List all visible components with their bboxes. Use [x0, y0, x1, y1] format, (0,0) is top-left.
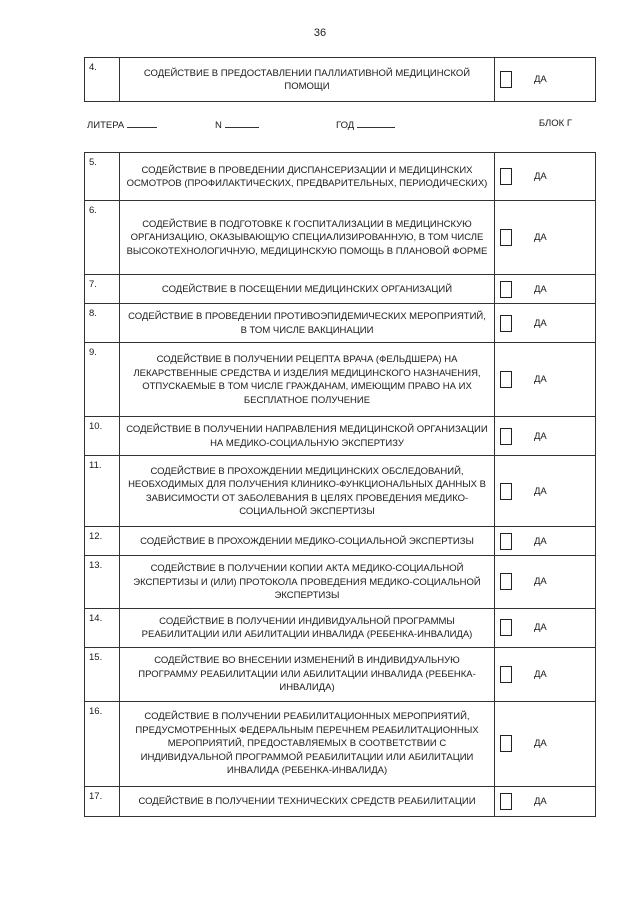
- row-description: СОДЕЙСТВИЕ В ПОЛУЧЕНИИ РЕАБИЛИТАЦИОННЫХ МЕРОПРИЯТИЙ, ПРЕДУСМОТРЕННЫХ ФЕДЕРАЛЬНЫМ ПЕРЕЧНЕМ РЕАБИЛИТАЦИОННЫХ МЕРОПРИЯТИЙ, ПРЕДОСТАВЛЯЕМЫХ В СООТВЕТСТВИИ С ИНДИВИДУАЛЬНОЙ ПРОГРАММОЙ РЕАБИЛИТАЦИИ ИЛИ АБИЛИТАЦИИ ИНВАЛИДА (РЕБЕНКА-ИНВАЛИДА): [120, 701, 495, 786]
- main-form-table: [84, 152, 596, 817]
- table-row: [85, 201, 596, 275]
- row-description: СОДЕЙСТВИЕ В ПОСЕЩЕНИИ МЕДИЦИНСКИХ ОРГАНИЗАЦИЙ: [120, 275, 495, 304]
- row-answer-cell: [495, 304, 596, 343]
- answer-label: ДА: [534, 738, 547, 749]
- checkbox[interactable]: [500, 371, 512, 388]
- row-number: 8.: [85, 304, 120, 343]
- row-description: СОДЕЙСТВИЕ В ПОЛУЧЕНИИ КОПИИ АКТА МЕДИКО-СОЦИАЛЬНОЙ ЭКСПЕРТИЗЫ И (ИЛИ) ПРОТОКОЛА ПРОВЕДЕНИЯ МЕДИКО-СОЦИАЛЬНОЙ ЭКСПЕРТИЗЫ: [120, 556, 495, 609]
- answer-label: ДА: [534, 430, 547, 442]
- table-row: [85, 417, 596, 456]
- top-form-table: [84, 57, 596, 102]
- table-row: [85, 343, 596, 417]
- checkbox[interactable]: [500, 428, 512, 445]
- checkbox[interactable]: [500, 735, 512, 752]
- row-answer-cell: [495, 58, 596, 102]
- row-answer-cell: [495, 417, 596, 456]
- answer-label: ДА: [534, 668, 547, 680]
- litera-blank[interactable]: [127, 118, 157, 128]
- table-row: [85, 786, 596, 816]
- row-description: СОДЕЙСТВИЕ В ПРОХОЖДЕНИИ МЕДИЦИНСКИХ ОБСЛЕДОВАНИЙ, НЕОБХОДИМЫХ ДЛЯ ПОЛУЧЕНИЯ КЛИНИКО-ФУНКЦИОНАЛЬНЫХ ДАННЫХ В ЗАВИСИМОСТИ ОТ ЗАБОЛЕВАНИЯ В ЦЕЛЯХ ПРОВЕДЕНИЯ МЕДИКО-СОЦИАЛЬНОЙ ЭКСПЕРТИЗЫ: [120, 456, 495, 527]
- row-description: СОДЕЙСТВИЕ ВО ВНЕСЕНИИ ИЗМЕНЕНИЙ В ИНДИВИДУАЛЬНУЮ ПРОГРАММУ РЕАБИЛИТАЦИИ ИЛИ АБИЛИТАЦИИ ИНВАЛИДА (РЕБЕНКА-ИНВАЛИДА): [120, 647, 495, 701]
- n-label: N: [215, 120, 222, 131]
- checkbox[interactable]: [500, 229, 512, 246]
- row-answer-cell: [495, 701, 596, 786]
- row-number: 14.: [85, 608, 120, 647]
- god-blank[interactable]: [357, 118, 395, 128]
- row-description: СОДЕЙСТВИЕ В ПРЕДОСТАВЛЕНИИ ПАЛЛИАТИВНОЙ МЕДИЦИНСКОЙ ПОМОЩИ: [120, 58, 495, 102]
- page-number: 36: [313, 27, 327, 39]
- checkbox[interactable]: [500, 168, 512, 185]
- answer-label: ДА: [534, 622, 547, 633]
- table-row: [85, 153, 596, 201]
- row-number: 11.: [85, 456, 120, 527]
- row-number: 6.: [85, 201, 120, 275]
- answer-label: ДА: [534, 576, 547, 588]
- table-row: [85, 304, 596, 343]
- table-row: [85, 608, 596, 647]
- table-row: [85, 527, 596, 556]
- row-description: СОДЕЙСТВИЕ В ПОЛУЧЕНИИ НАПРАВЛЕНИЯ МЕДИЦИНСКОЙ ОРГАНИЗАЦИИ НА МЕДИКО-СОЦИАЛЬНУЮ ЭКСПЕРТИЗУ: [120, 417, 495, 456]
- checkbox[interactable]: [500, 793, 512, 810]
- checkbox[interactable]: [500, 533, 512, 550]
- checkbox[interactable]: [500, 573, 512, 590]
- row-number: 16.: [85, 701, 120, 786]
- checkbox[interactable]: [500, 71, 512, 88]
- row-number: 4.: [85, 58, 120, 102]
- table-row: [85, 58, 596, 102]
- row-number: 7.: [85, 275, 120, 304]
- table-row: [85, 456, 596, 527]
- row-description: СОДЕЙСТВИЕ В ПОЛУЧЕНИИ ТЕХНИЧЕСКИХ СРЕДСТВ РЕАБИЛИТАЦИИ: [120, 786, 495, 816]
- block-label: БЛОК Г: [538, 118, 572, 129]
- row-number: 15.: [85, 647, 120, 701]
- row-description: СОДЕЙСТВИЕ В ПОЛУЧЕНИИ ИНДИВИДУАЛЬНОЙ ПРОГРАММЫ РЕАБИЛИТАЦИИ ИЛИ АБИЛИТАЦИИ ИНВАЛИДА (РЕБЕНКА-ИНВАЛИДА): [120, 608, 495, 647]
- table-row: [85, 701, 596, 786]
- row-answer-cell: [495, 343, 596, 417]
- row-answer-cell: [495, 275, 596, 304]
- god-label: ГОД: [336, 120, 355, 131]
- row-number: 10.: [85, 417, 120, 456]
- row-description: СОДЕЙСТВИЕ В ПОДГОТОВКЕ К ГОСПИТАЛИЗАЦИИ В МЕДИЦИНСКУЮ ОРГАНИЗАЦИЮ, ОКАЗЫВАЮЩУЮ СПЕЦИАЛИЗИРОВАННУЮ, В ТОМ ЧИСЛЕ ВЫСОКОТЕХНОЛОГИЧНУЮ, МЕДИЦИНСКУЮ ПОМОЩЬ В ПЛАНОВОЙ ФОРМЕ: [120, 201, 495, 275]
- row-description: СОДЕЙСТВИЕ В ПРОВЕДЕНИИ ДИСПАНСЕРИЗАЦИИ И МЕДИЦИНСКИХ ОСМОТРОВ (ПРОФИЛАКТИЧЕСКИХ, ПРЕДВАРИТЕЛЬНЫХ, ПЕРИОДИЧЕСКИХ): [120, 153, 495, 201]
- checkbox[interactable]: [500, 483, 512, 500]
- checkbox[interactable]: [500, 619, 512, 636]
- table-row: [85, 647, 596, 701]
- table-row: [85, 556, 596, 609]
- answer-label: ДА: [534, 535, 547, 547]
- checkbox[interactable]: [500, 666, 512, 683]
- table-row: [85, 275, 596, 304]
- row-answer-cell: [495, 527, 596, 556]
- checkbox[interactable]: [500, 281, 512, 298]
- answer-label: ДА: [534, 232, 547, 243]
- answer-label: ДА: [534, 171, 547, 182]
- god-field[interactable]: [336, 118, 395, 131]
- row-answer-cell: [495, 608, 596, 647]
- row-number: 12.: [85, 527, 120, 556]
- row-answer-cell: [495, 456, 596, 527]
- row-answer-cell: [495, 786, 596, 816]
- n-field[interactable]: [215, 118, 259, 131]
- litera-field[interactable]: [87, 118, 157, 131]
- answer-label: ДА: [534, 485, 547, 497]
- litera-label: ЛИТЕРА: [87, 120, 125, 131]
- row-description: СОДЕЙСТВИЕ В ПОЛУЧЕНИИ РЕЦЕПТА ВРАЧА (ФЕЛЬДШЕРА) НА ЛЕКАРСТВЕННЫЕ СРЕДСТВА И ИЗДЕЛИЯ МЕДИЦИНСКОГО НАЗНАЧЕНИЯ, ОТПУСКАЕМЫЕ В ТОМ ЧИСЛЕ ГРАЖДАНАМ, ИМЕЮЩИМ ПРАВО НА ИХ БЕСПЛАТНОЕ ПОЛУЧЕНИЕ: [120, 343, 495, 417]
- answer-label: ДА: [534, 795, 547, 807]
- row-description: СОДЕЙСТВИЕ В ПРОХОЖДЕНИИ МЕДИКО-СОЦИАЛЬНОЙ ЭКСПЕРТИЗЫ: [120, 527, 495, 556]
- row-answer-cell: [495, 647, 596, 701]
- row-answer-cell: [495, 201, 596, 275]
- n-blank[interactable]: [225, 118, 259, 128]
- checkbox[interactable]: [500, 315, 512, 332]
- row-description: СОДЕЙСТВИЕ В ПРОВЕДЕНИИ ПРОТИВОЭПИДЕМИЧЕСКИХ МЕРОПРИЯТИЙ, В ТОМ ЧИСЛЕ ВАКЦИНАЦИИ: [120, 304, 495, 343]
- answer-label: ДА: [534, 374, 547, 385]
- row-number: 9.: [85, 343, 120, 417]
- row-answer-cell: [495, 556, 596, 609]
- answer-label: ДА: [534, 317, 547, 329]
- row-number: 5.: [85, 153, 120, 201]
- answer-label: ДА: [534, 74, 547, 85]
- row-answer-cell: [495, 153, 596, 201]
- row-number: 13.: [85, 556, 120, 609]
- answer-label: ДА: [534, 283, 547, 295]
- row-number: 17.: [85, 786, 120, 816]
